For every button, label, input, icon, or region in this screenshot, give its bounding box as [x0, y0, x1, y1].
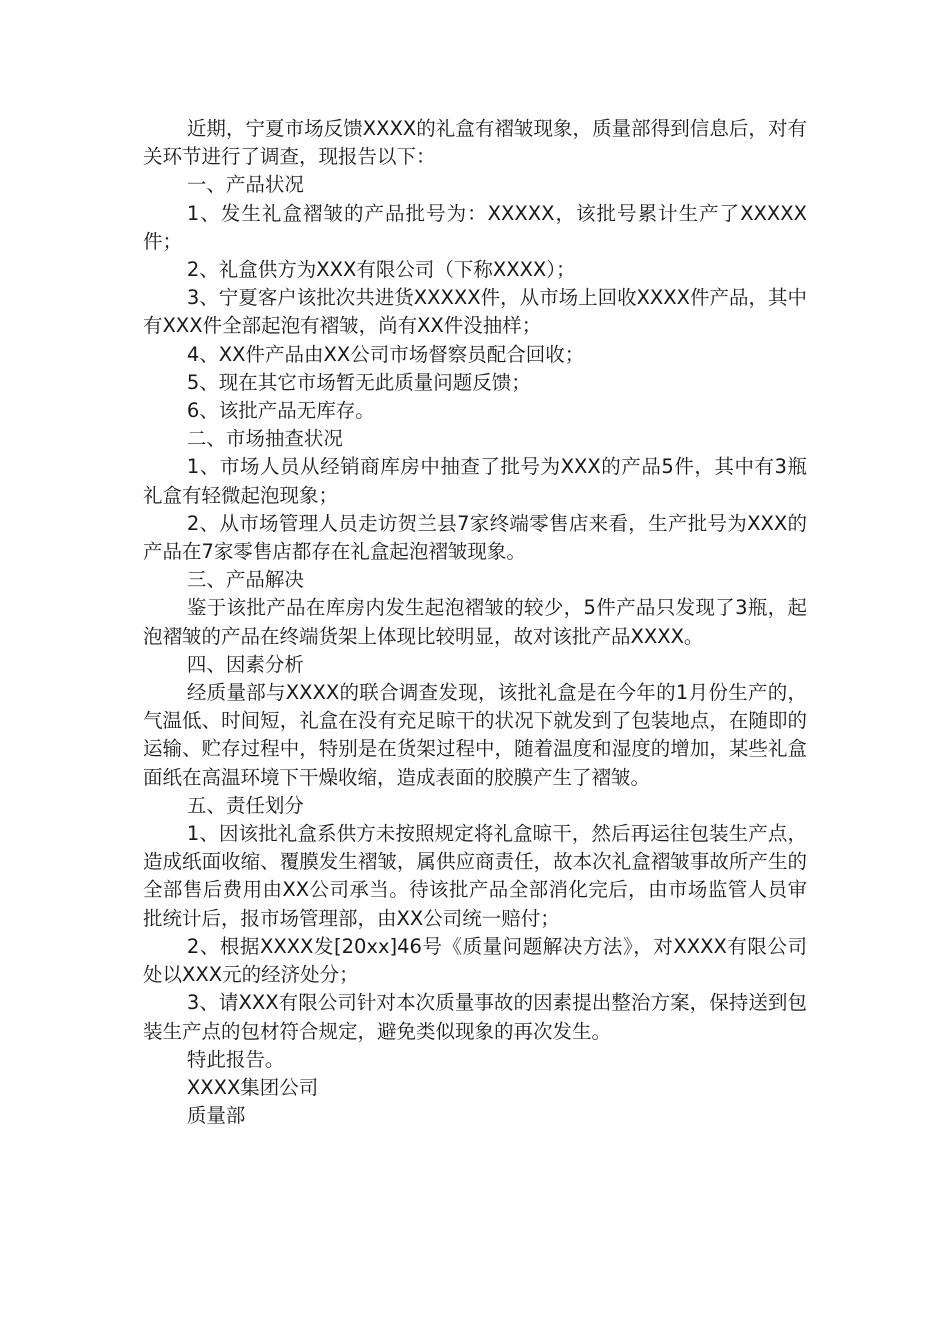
list-item: 6、该批产品无库存。 [186, 399, 375, 423]
section-heading-cause-analysis: 四、因素分析 [186, 652, 304, 676]
signature-department: 质量部 [186, 1104, 246, 1128]
closing-line: 特此报告。 [186, 1047, 285, 1071]
list-item: 2、根据XXXX发[20xx]46号《质量问题解决方法》，对XXXX有限公司处以XXX元的经济处分； [143, 934, 807, 987]
list-item: 1、因该批礼盒系供方未按照规定将礼盒晾干，然后再运往包装生产点，造成纸面收缩、覆膜发生褶皱，属供应商责任，故本次礼盒褶皱事故所产生的全部售后费用由XX公司承当。待该批产品全部消化完后，由市场监管人员审批统计后，报市场管理部，由XX公司统一赔付； [143, 822, 807, 930]
list-item: 3、请XXX有限公司针对本次质量事故的因素提出整治方案，保持送到包装生产点的包材符合规定，避免类似现象的再次发生。 [143, 991, 807, 1043]
list-item: 3、宁夏客户该批次共进货XXXXX件，从市场上回收XXXX件产品，其中有XXX件全部起泡有褶皱，尚有XX件没抽样； [143, 286, 808, 338]
body-paragraph: 经质量部与XXXX的联合调查发现，该批礼盒是在今年的1月份生产的，气温低、时间短，礼盒在没有充足晾干的状况下就发到了包装地点，在随即的运输、贮存过程中，特别是在货架过程中，随着温度和湿度的增加，某些礼盒面纸在高温环境下干燥收缩，造成表面的胶膜产生了褶皱。 [143, 681, 807, 789]
list-item: 1、发生礼盒褶皱的产品批号为：XXXXX，该批号累计生产了XXXXX件； [143, 201, 807, 253]
list-item: 1、市场人员从经销商库房中抽查了批号为XXX的产品5件，其中有3瓶礼盒有轻微起泡现象； [143, 455, 807, 507]
list-item: 2、礼盒供方为XXX有限公司（下称XXXX）； [186, 258, 576, 282]
signature-company: XXXX集团公司 [186, 1075, 319, 1099]
section-heading-responsibility: 五、责任划分 [186, 793, 304, 817]
list-item: 5、现在其它市场暂无此质量问题反馈； [186, 370, 531, 394]
body-paragraph: 鉴于该批产品在库房内发生起泡褶皱的较少，5件产品只发现了3瓶，起泡褶皱的产品在终端货架上体现比较明显，故对该批产品XXXX。 [143, 596, 807, 648]
list-item: 4、XX件产品由XX公司市场督察员配合回收； [186, 342, 585, 366]
section-heading-product-handling: 三、产品解决 [186, 568, 304, 592]
list-item: 2、从市场管理人员走访贺兰县7家终端零售店来看，生产批号为XXX的产品在7家零售店都存在礼盒起泡褶皱现象。 [143, 511, 807, 564]
section-heading-market-check: 二、市场抽查状况 [186, 427, 343, 451]
intro-paragraph: 近期，宁夏市场反馈XXXX的礼盒有褶皱现象，质量部得到信息后，对有关环节进行了调查，现报告以下： [143, 117, 807, 169]
section-heading-product-status: 一、产品状况 [186, 173, 304, 197]
report-body [143, 115, 807, 1130]
